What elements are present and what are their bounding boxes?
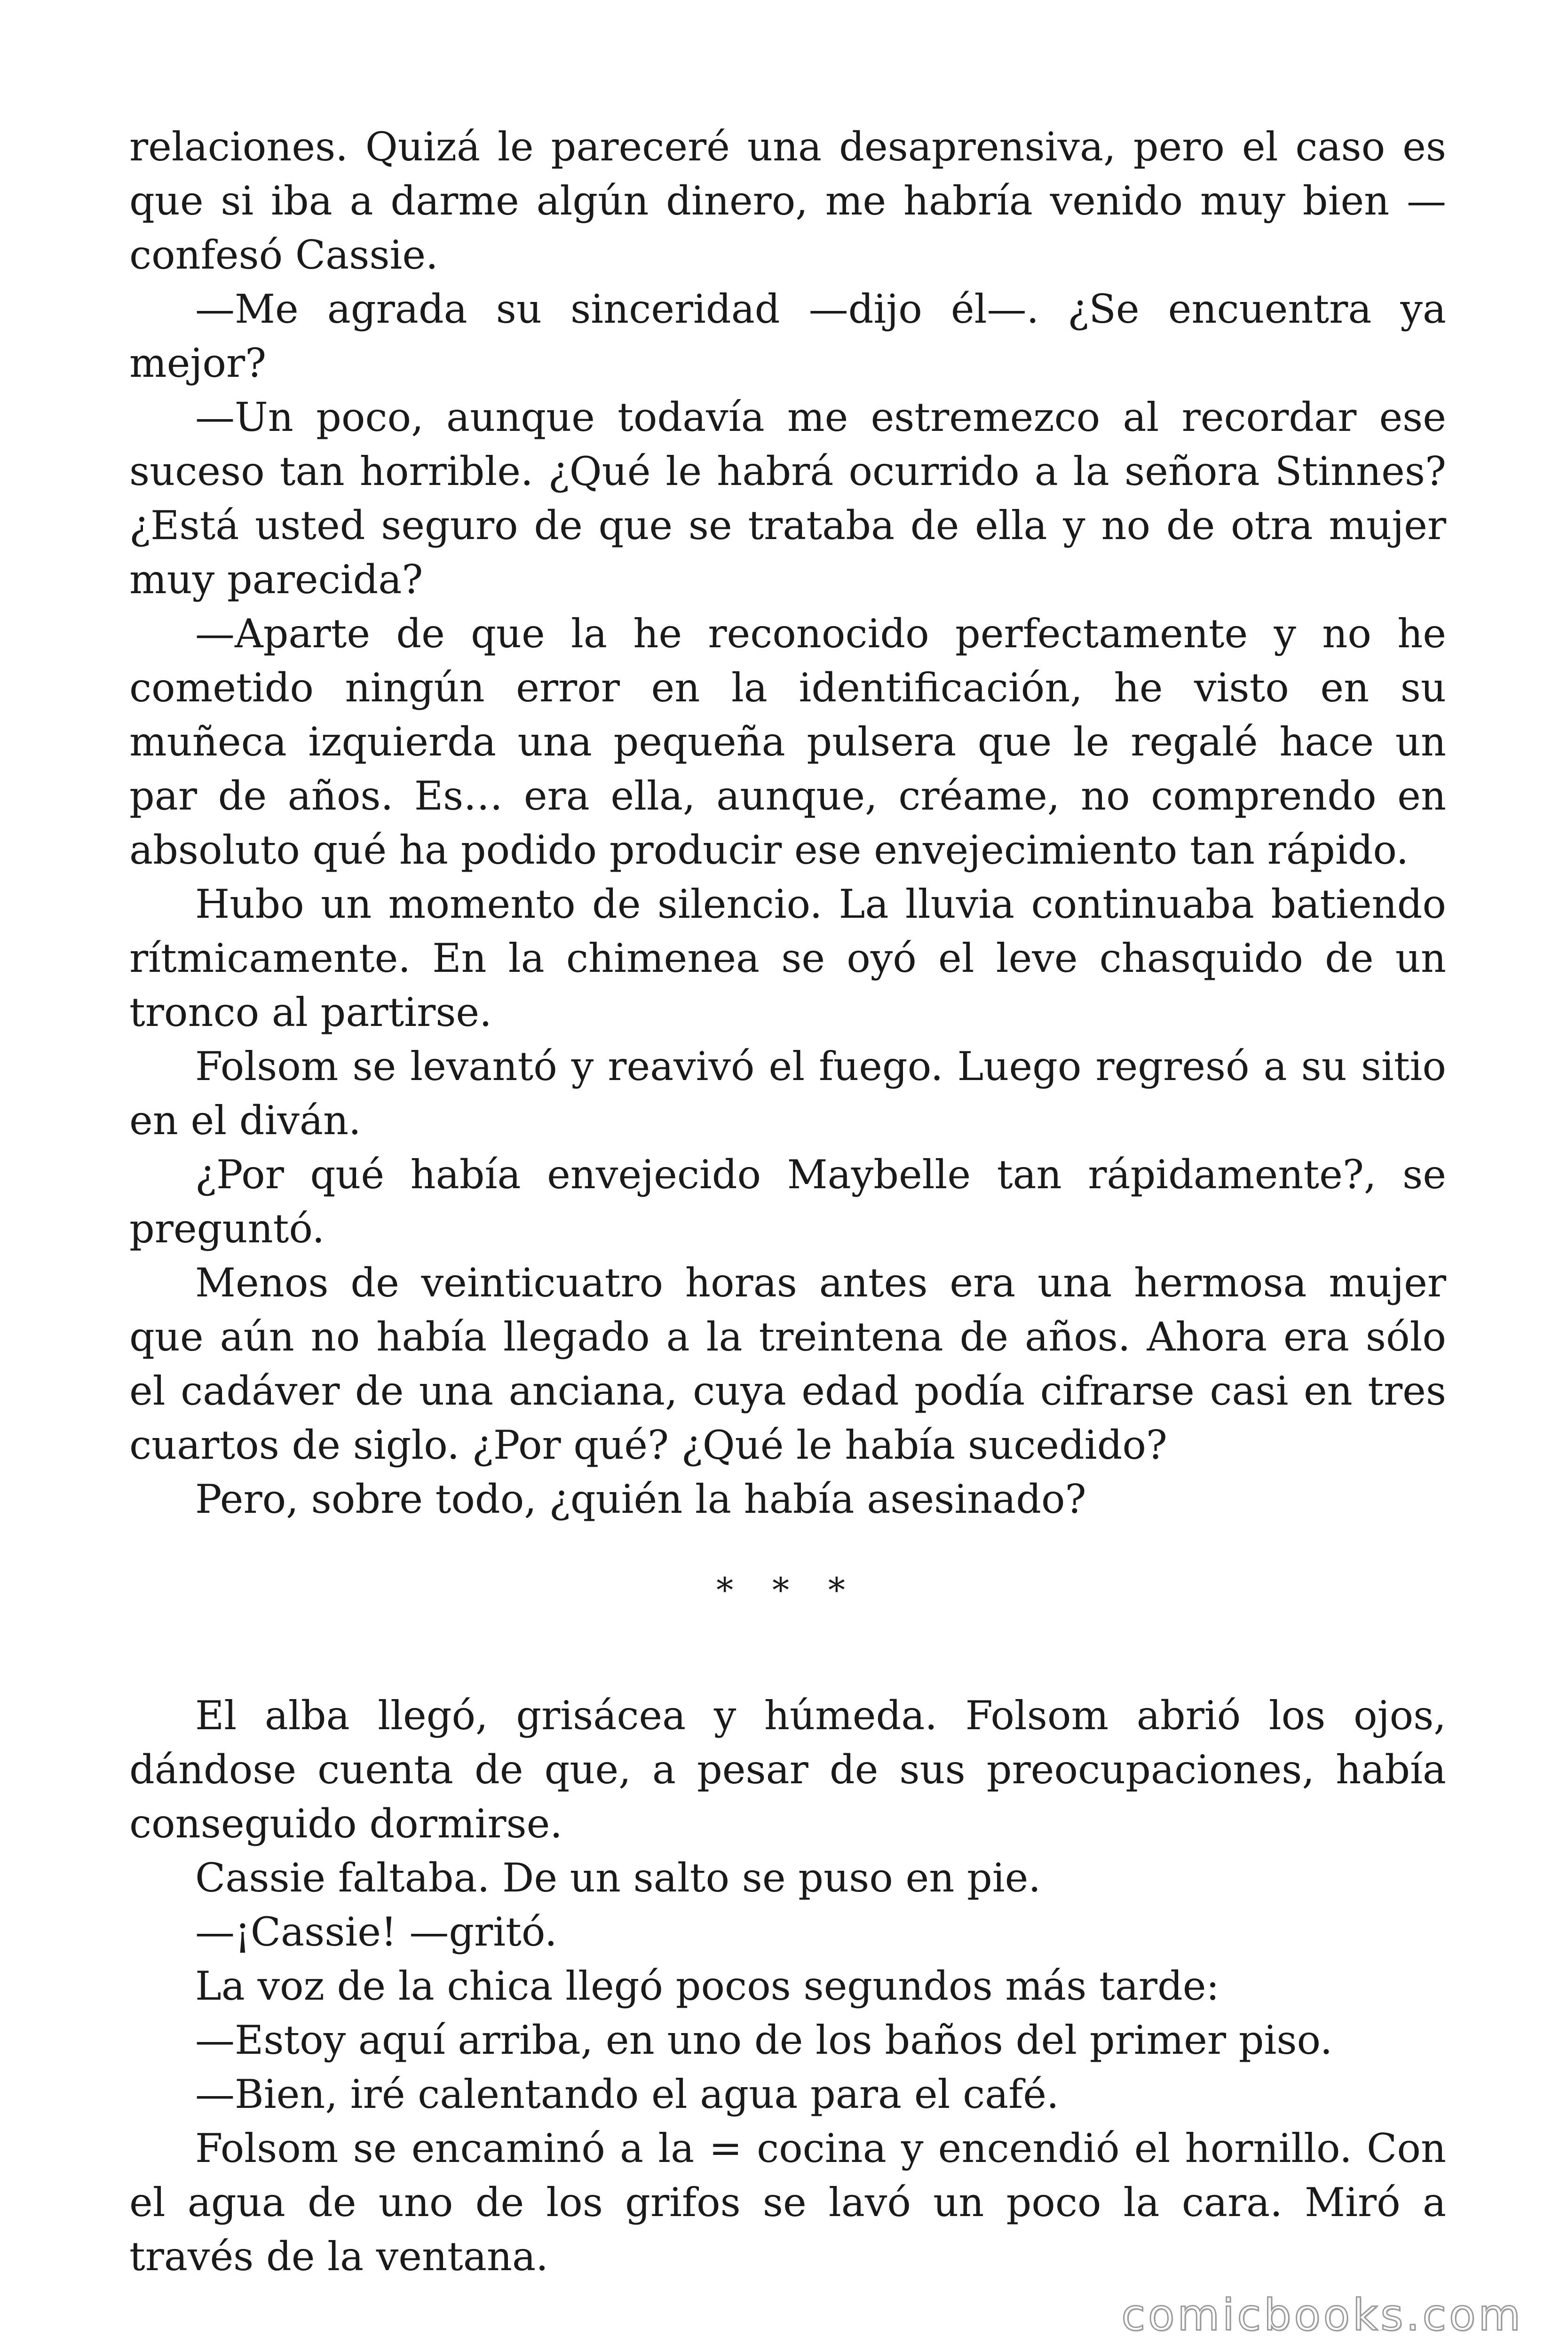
paragraph: —Me agrada su sinceridad —dijo él—. ¿Se encuentra ya mejor? (129, 286, 1446, 386)
paragraph: Pero, sobre todo, ¿quién la había asesinado? (195, 1476, 1086, 1522)
paragraph: —Un poco, aunque todavía me estremezco al recordar ese suceso tan horrible. ¿Qué le habrá ocurrido a la señora Stinnes? ¿Está usted seguro de que se trataba de ella y no de otra mujer muy parecida? (129, 394, 1446, 603)
paragraph: relaciones. Quizá le pareceré una desaprensiva, pero el caso es que si iba a darme algún dinero, me habría venido muy bien —confesó Cassie. (129, 124, 1446, 278)
paragraph: —¡Cassie! —gritó. (195, 1909, 557, 1955)
paragraph: —Aparte de que la he reconocido perfectamente y no he cometido ningún error en la identificación, he visto en su muñeca izquierda una pequeña pulsera que le regalé hace un par de años. Es… era ella, aunque, créame, no comprendo en absoluto qué ha podido producir ese envejecimiento tan rápido. (129, 611, 1446, 873)
watermark: comicbooks.com (1121, 2290, 1523, 2340)
paragraph: La voz de la chica llegó pocos segundos más tarde: (195, 1963, 1220, 2009)
paragraph: Folsom se levantó y reavivó el fuego. Luego regresó a su sitio en el diván. (129, 1043, 1446, 1144)
paragraph: Hubo un momento de silencio. La lluvia continuaba batiendo rítmicamente. En la chimenea se oyó el leve chasquido de un tronco al partirse. (129, 881, 1446, 1035)
paragraph: Menos de veinticuatro horas antes era una hermosa mujer que aún no había llegado a la treintena de años. Ahora era sólo el cadáver de una anciana, cuya edad podía cifrarse casi en tres cuartos de siglo. ¿Por qué? ¿Qué le había sucedido? (129, 1260, 1446, 1468)
book-page (129, 120, 1446, 2284)
paragraph: Cassie faltaba. De un salto se puso en pie. (195, 1855, 1041, 1901)
text-block-before (129, 120, 1446, 1526)
section-separator: * * * (716, 1570, 859, 1610)
paragraph: El alba llegó, grisácea y húmeda. Folsom abrió los ojos, dándose cuenta de que, a pesar de sus preocupaciones, había conseguido dormirse. (129, 1692, 1446, 1847)
paragraph: —Estoy aquí arriba, en uno de los baños del primer piso. (195, 2017, 1333, 2063)
paragraph: Folsom se encaminó a la = cocina y encendió el hornillo. Con el agua de uno de los grifos se lavó un poco la cara. Miró a través de la ventana. (129, 2125, 1446, 2280)
paragraph: ¿Por qué había envejecido Maybelle tan rápidamente?, se preguntó. (129, 1152, 1446, 1252)
text-block-after (129, 1689, 1446, 2284)
paragraph: —Bien, iré calentando el agua para el café. (195, 2071, 1059, 2117)
